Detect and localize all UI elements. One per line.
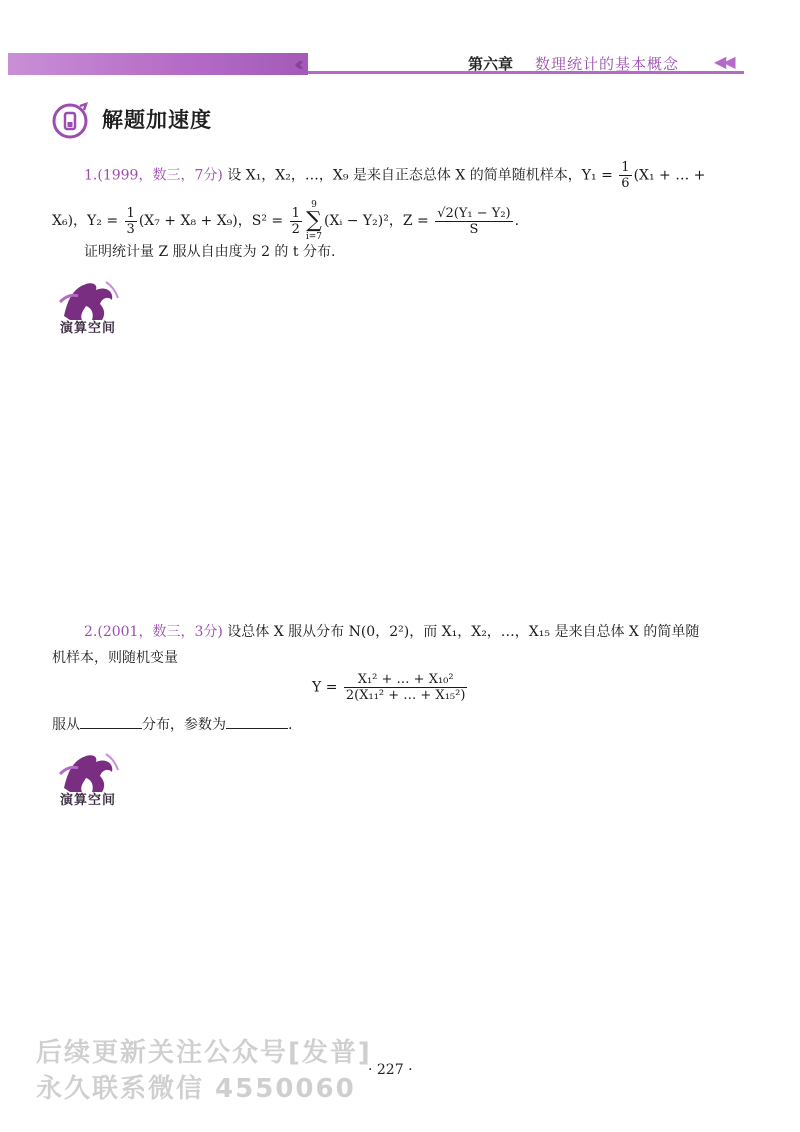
header-band-fill bbox=[8, 53, 308, 75]
watermark-line2: 永久联系微信 4550060 bbox=[36, 1074, 356, 1104]
problem1-text: 设 X₁，X₂，…，X₉ 是来自正态总体 X 的简单随机样本，Y₁ = bbox=[227, 167, 613, 184]
summation-symbol: 9 ∑ i=7 bbox=[305, 200, 323, 242]
fraction-one-sixth: $\frac{1}{6}$ bbox=[621, 160, 630, 191]
scratch-space-label: 演算空间 bbox=[59, 793, 116, 808]
problem2-source: (2001，数三，3分) bbox=[97, 624, 223, 640]
fraction-one-third: $\frac{1}{3}$ bbox=[126, 205, 135, 237]
problem2-line2: 机样本，则随机变量 bbox=[52, 650, 178, 666]
scratch-space-logo bbox=[52, 748, 124, 808]
fraction-y: $\frac{\text{X₁² + … + X₁₀²}}{\text{2(X₁₁² + … + X₁₅²)}}$ bbox=[345, 672, 466, 703]
problem1-number: 1. bbox=[84, 167, 98, 184]
figure-silhouette-icon bbox=[52, 748, 124, 794]
answer-blank-distribution[interactable] bbox=[80, 714, 142, 729]
chapter-label: 第六章 bbox=[468, 55, 514, 73]
problem2-formula: Y = $\frac{\text{X₁² + … + X₁₀²}}{\text{2(X₁₁² + … + X₁₅²)}}$ bbox=[312, 672, 466, 703]
problem1-line3: 证明统计量 Z 服从自由度为 2 的 t 分布. bbox=[84, 244, 336, 260]
watermark-line1: 后续更新关注公众号[发普] bbox=[36, 1038, 372, 1068]
page-number: · 227 · bbox=[368, 1062, 413, 1078]
scratch-space-label: 演算空间 bbox=[59, 321, 116, 336]
problem1-source: (1999，数三，7分) bbox=[97, 167, 223, 184]
problem2-line3: 服从 分布，参数为 . bbox=[52, 714, 292, 735]
problem2-line1: 2.(2001，数三，3分) 设总体 X 服从分布 N(0，2²)，而 X₁，X₂，…，X₁₅ 是来自总体 X 的简单随 bbox=[84, 624, 700, 640]
problem2-number: 2. bbox=[84, 624, 98, 640]
stopwatch-icon bbox=[50, 100, 90, 140]
figure-silhouette-icon bbox=[52, 276, 124, 322]
double-chevron-left-icon: ‹‹ bbox=[294, 52, 299, 76]
problem1-line2: X₆)，Y₂ = $\frac{1}{3}$ (X₇ + X₈ + X₉)，S² = $\frac{1}{2}$ 9 ∑ i=7(Xᵢ − Y₂)²，Z = $\frac{\text{√2(Y₁ − Y₂)}}{S}$ . bbox=[52, 200, 520, 242]
scratch-space-logo bbox=[52, 276, 124, 336]
chapter-title: 数理统计的基本概念 bbox=[535, 55, 680, 73]
problem1-line1-tail: (X₁ + … + bbox=[633, 167, 706, 184]
answer-blank-parameter[interactable] bbox=[226, 714, 288, 729]
problem1-line1 bbox=[84, 160, 705, 191]
triangle-arrows-icon: ◀◀ bbox=[714, 52, 733, 71]
fraction-z: $\frac{\text{√2(Y₁ − Y₂)}}{S}$ bbox=[437, 205, 511, 237]
section-title: 解题加速度 bbox=[102, 108, 212, 132]
fraction-one-half: $\frac{1}{2}$ bbox=[291, 205, 300, 237]
